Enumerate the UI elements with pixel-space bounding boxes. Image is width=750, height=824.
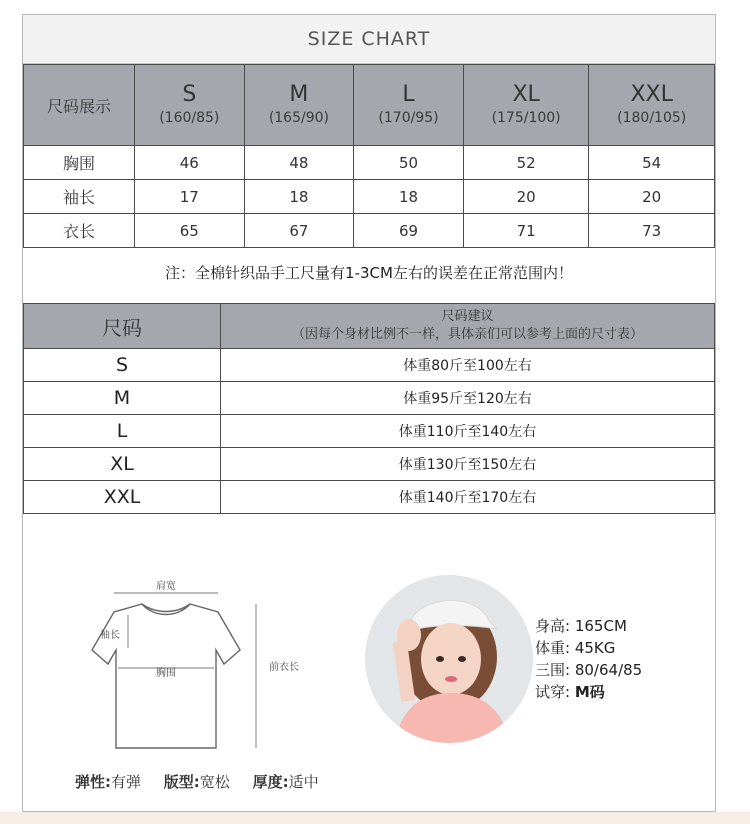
elasticity: 弹性:有弹	[75, 773, 142, 791]
table-row	[24, 349, 715, 382]
model-try-size: 试穿: M码	[535, 683, 605, 701]
weight-cell: 体重110斤至140左右	[221, 415, 715, 448]
size-cell: L	[24, 415, 221, 448]
table-row	[24, 448, 715, 481]
table-cell: 69	[354, 214, 464, 248]
size-header-m: M (165/90)	[244, 65, 354, 146]
table-cell: 54	[589, 146, 715, 180]
table-cell: 20	[463, 180, 589, 214]
model-photo	[365, 575, 533, 743]
size-chart-card	[22, 14, 716, 812]
table-cell: 46	[135, 146, 245, 180]
weight-cell: 体重80斤至100左右	[221, 349, 715, 382]
size-header-l: L (170/95)	[354, 65, 464, 146]
size-header-xl: XL (175/100)	[463, 65, 589, 146]
size-cell: M	[24, 382, 221, 415]
table-cell: 48	[244, 146, 354, 180]
chart-title: SIZE CHART	[23, 15, 715, 64]
table-cell: 65	[135, 214, 245, 248]
row-label: 袖长	[24, 180, 135, 214]
size-column-header: 尺码	[24, 304, 221, 349]
model-measurements: 三围: 80/64/85	[535, 661, 643, 679]
sleeve-label: 袖长	[100, 630, 120, 641]
table-cell: 18	[354, 180, 464, 214]
table-row-length	[24, 214, 715, 248]
table-cell: 50	[354, 146, 464, 180]
table-row-sleeve	[24, 180, 715, 214]
tshirt-measurement-diagram	[78, 570, 318, 760]
table-cell: 18	[244, 180, 354, 214]
size-header-xxl: XXL (180/105)	[589, 65, 715, 146]
size-cell: S	[24, 349, 221, 382]
weight-cell: 体重140斤至170左右	[221, 481, 715, 514]
model-height: 身高: 165CM	[535, 617, 627, 635]
size-cell: XL	[24, 448, 221, 481]
advice-subtitle: （因每个身材比例不一样，具体亲们可以参考上面的尺寸表）	[291, 327, 643, 342]
row-label: 衣长	[24, 214, 135, 248]
tolerance-note: 注：全棉针织品手工尺量有1-3CM左右的误差在正常范围内！	[165, 263, 573, 282]
size-table-corner: 尺码展示	[24, 65, 135, 146]
shoulder-label: 肩宽	[156, 581, 176, 592]
length-label: 前衣长	[269, 662, 299, 673]
table-row	[24, 481, 715, 514]
table-cell: 73	[589, 214, 715, 248]
row-label: 胸围	[24, 146, 135, 180]
size-recommendation-table	[23, 303, 715, 514]
fabric-attributes	[75, 771, 337, 792]
size-table-header	[24, 65, 715, 146]
recommendation-header	[24, 304, 715, 349]
size-table	[23, 64, 715, 248]
table-cell: 52	[463, 146, 589, 180]
table-row-chest	[24, 146, 715, 180]
weight-cell: 体重130斤至150左右	[221, 448, 715, 481]
weight-cell: 体重95斤至120左右	[221, 382, 715, 415]
chest-label: 胸围	[156, 668, 176, 679]
advice-title: 尺码建议	[441, 309, 494, 324]
thickness: 厚度:适中	[252, 773, 319, 791]
bottom-strip	[0, 812, 750, 824]
model-weight: 体重: 45KG	[535, 639, 616, 657]
size-cell: XXL	[24, 481, 221, 514]
table-cell: 17	[135, 180, 245, 214]
table-cell: 20	[589, 180, 715, 214]
table-cell: 71	[463, 214, 589, 248]
table-row	[24, 415, 715, 448]
fit-type: 版型:宽松	[163, 773, 230, 791]
model-specs	[535, 615, 642, 703]
table-cell: 67	[244, 214, 354, 248]
table-row	[24, 382, 715, 415]
size-header-s: S (160/85)	[135, 65, 245, 146]
advice-column-header	[221, 304, 715, 349]
